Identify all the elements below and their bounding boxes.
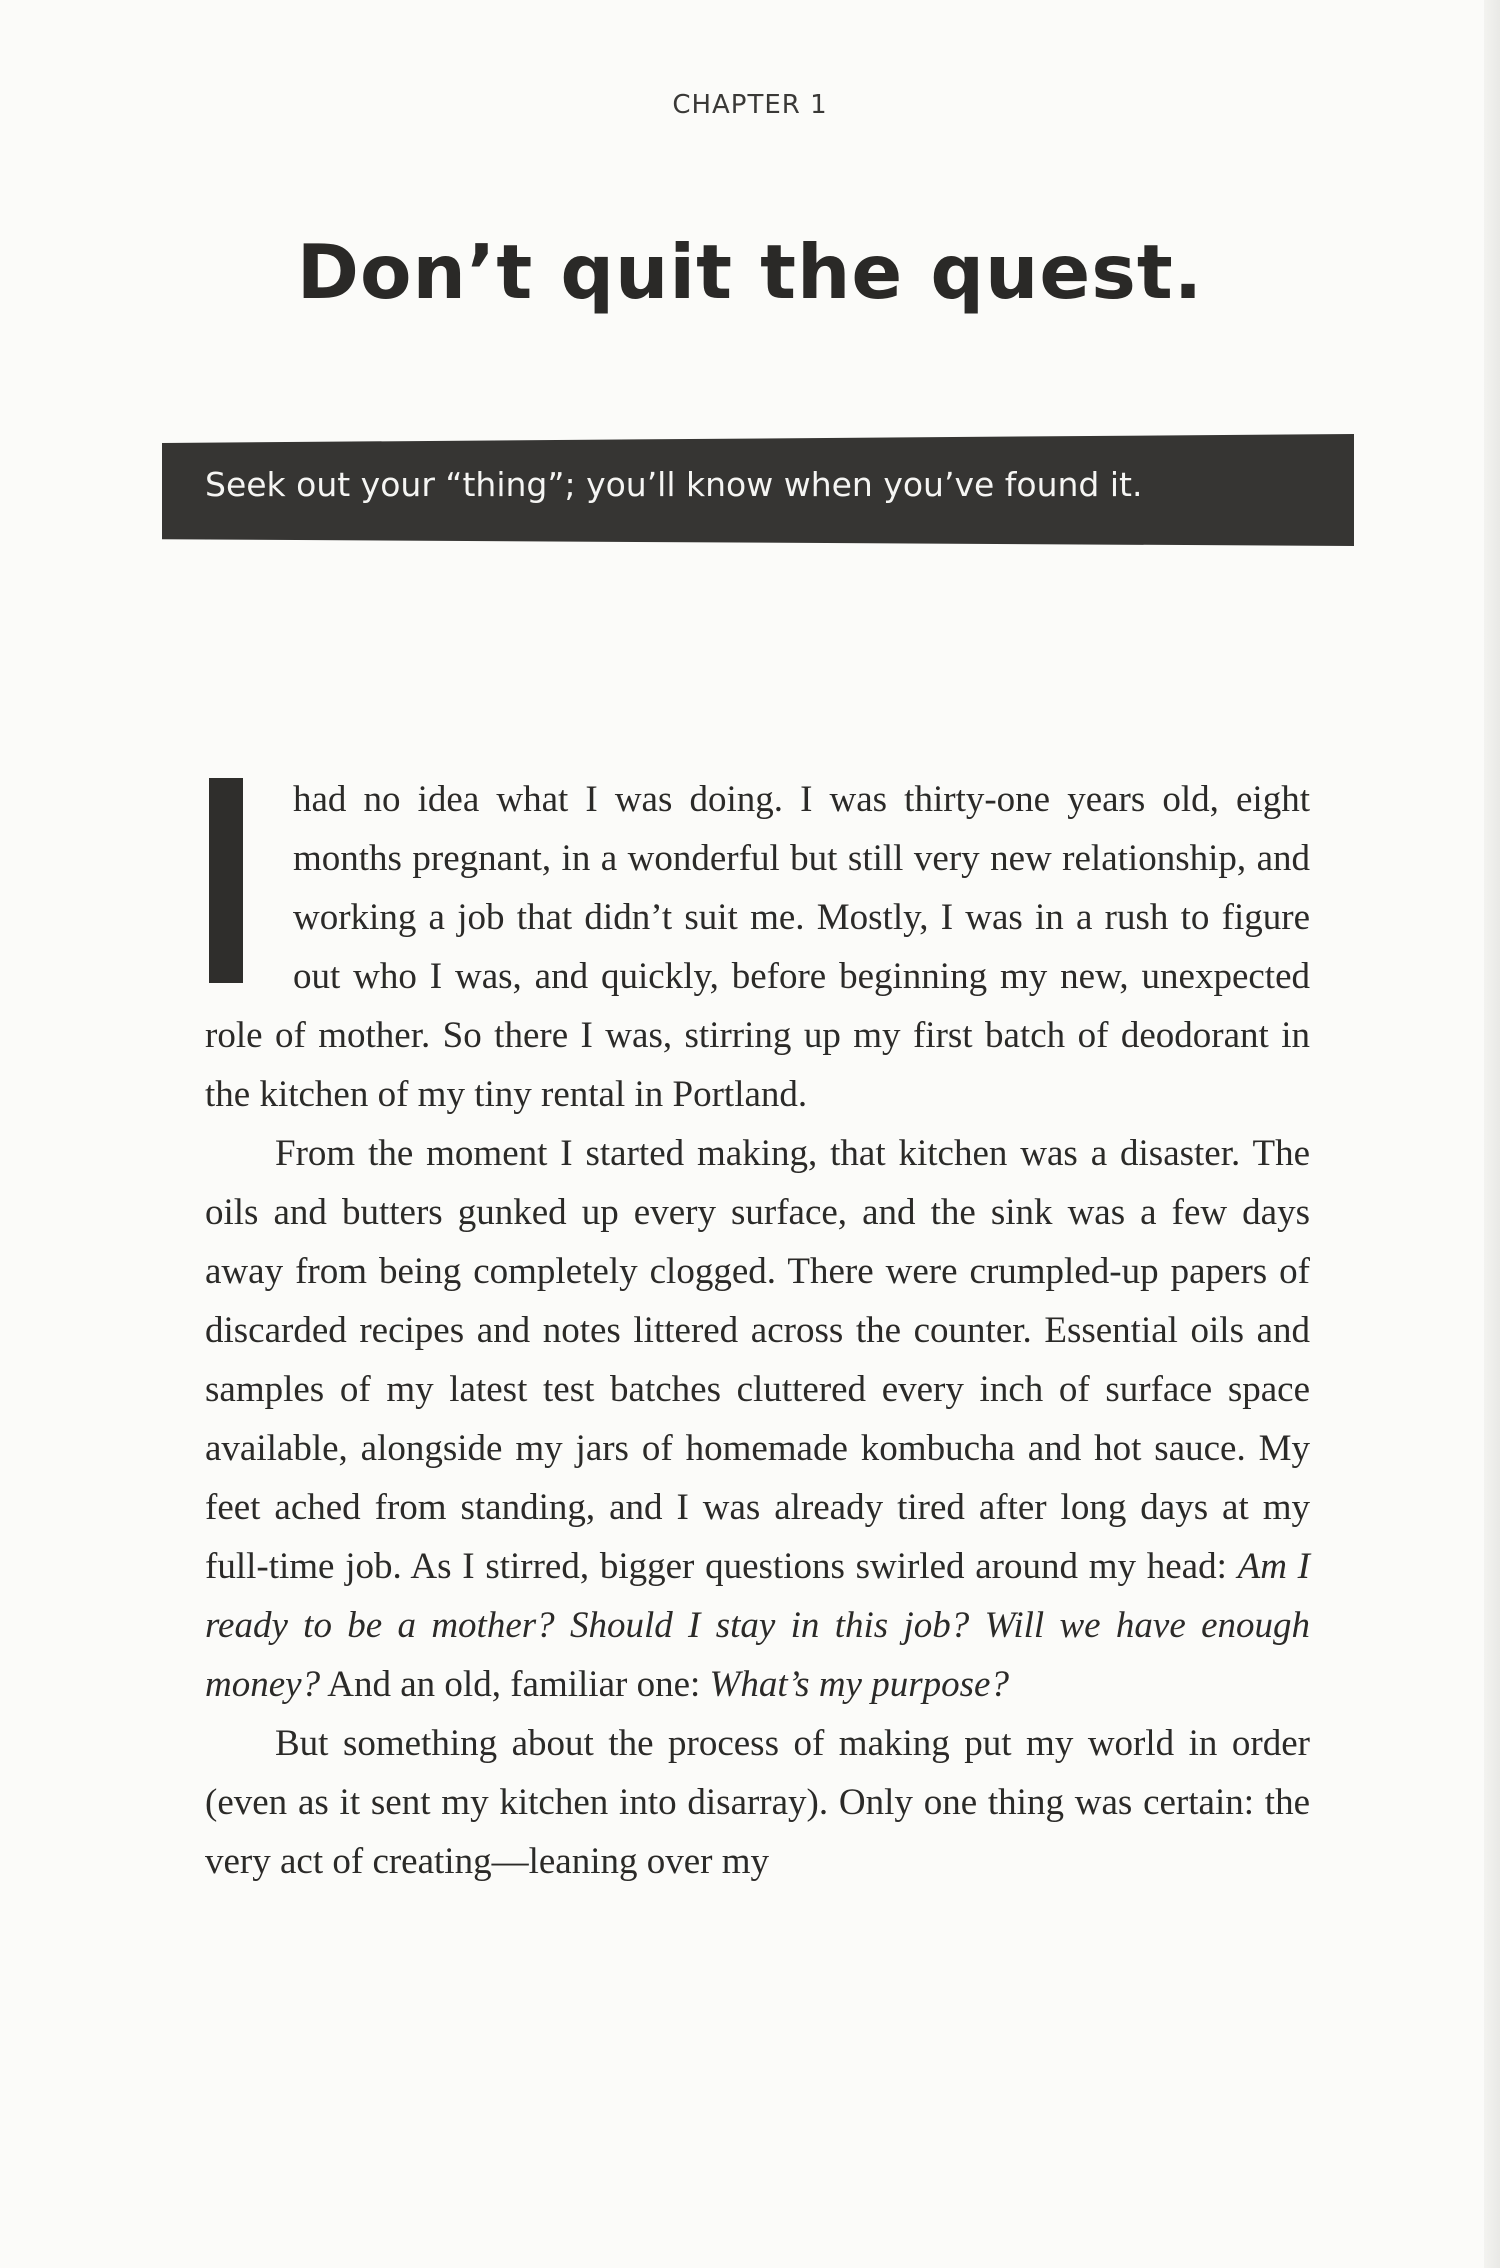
paragraph-2-italic-purpose: What’s my purpose? (709, 1664, 1009, 1705)
paragraph-2-text-mid: And an old, familiar one: (320, 1664, 710, 1705)
paragraph-2-italic-questions: Am I ready to be a mother? Should I stay in this job? Will we have enough money? (205, 1546, 1310, 1705)
paragraph-1-text: had no idea what I was doing. I was thirty-one years old, eight months pregnant, in a wonderful but still very new relationship, and working a job that didn’t suit me. Mostly, I was in a rush to figure out who I was, and quickly, before beginning my new, unexpected role of mother. So there I was, stirring up my first batch of deodorant in the kitchen of my tiny rental in Portland. (205, 779, 1310, 1115)
chapter-title: Don’t quit the quest. (296, 228, 1204, 316)
paragraph-3-text: But something about the process of making put my world in order (even as it sent my kitchen into disarray). Only one thing was certain: the very act of creating—leaning over my (205, 1723, 1310, 1882)
drop-cap (209, 778, 243, 983)
paragraph-2 (205, 1124, 1310, 1714)
chapter-subtitle: Seek out your “thing”; you’ll know when you’ve found it. (205, 465, 1143, 504)
page-edge (1484, 0, 1500, 2268)
body-text (205, 770, 1310, 1891)
paragraph-1 (205, 770, 1310, 1124)
paragraph-2-text: From the moment I started making, that kitchen was a disaster. The oils and butters gunked up every surface, and the sink was a few days away from being completely clogged. There were crumpled-up papers of discarded recipes and notes littered across the counter. Essential oils and samples of my latest test batches cluttered every inch of surface space available, alongside my jars of homemade kombucha and hot sauce. My feet ached from standing, and I was already tired after long days at my full-time job. As I stirred, bigger questions swirled around my head: (205, 1133, 1310, 1587)
paragraph-3 (205, 1714, 1310, 1891)
chapter-label: CHAPTER 1 (672, 90, 828, 120)
